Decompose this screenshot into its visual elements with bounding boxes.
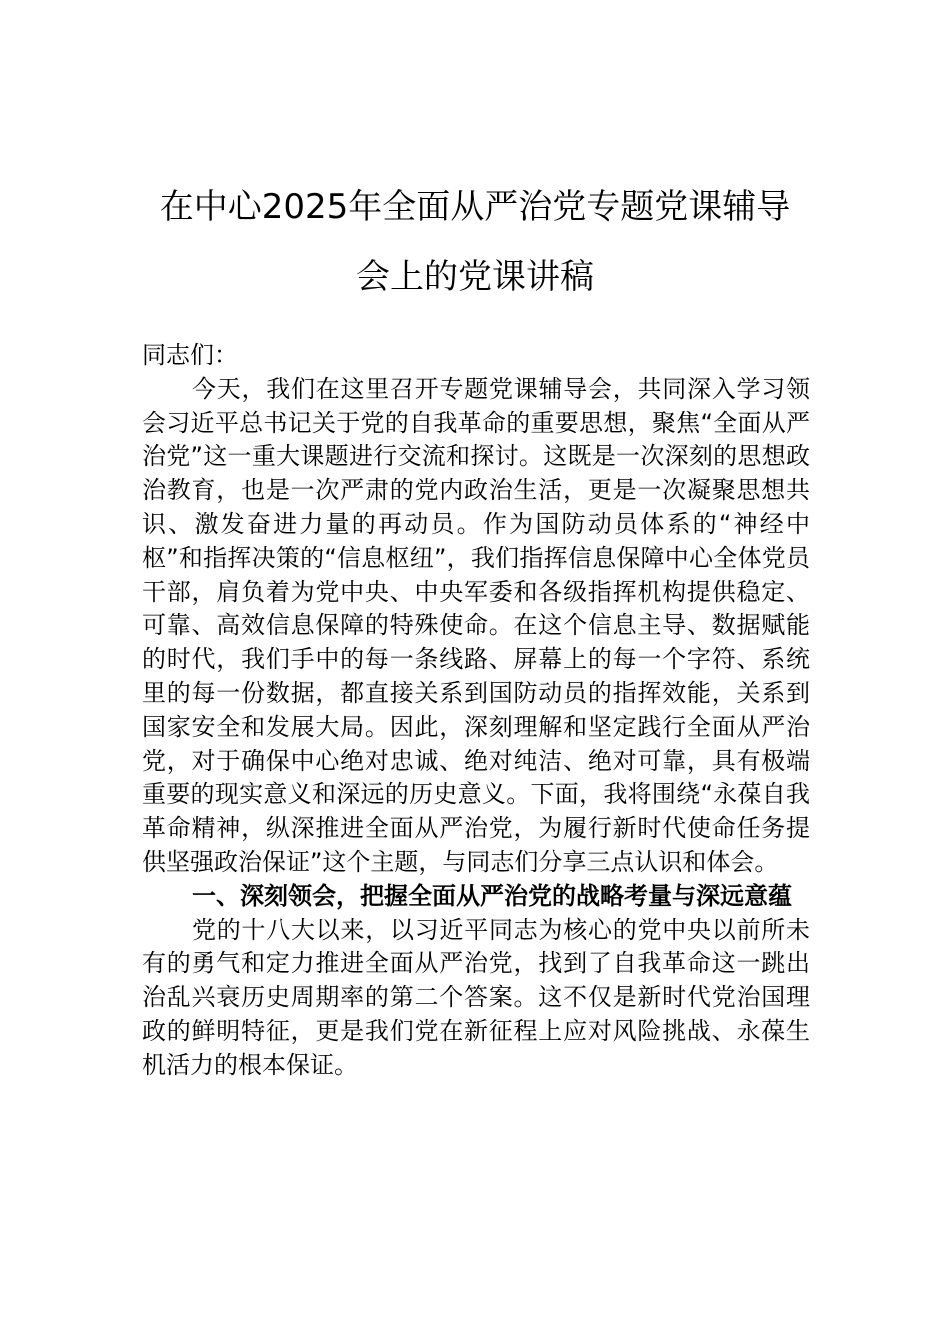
paragraph-section-1: 党的十八大以来，以习近平同志为核心的党中央以前所未有的勇气和定力推进全面从严治党，找到了自我革命这一跳出治乱兴衰历史周期率的第二个答案。这不仅是新时代党治国理政的鲜明特征，更是我们党在新征程上应对风险挑战、永葆生机活力的根本保证。	[142, 915, 810, 1079]
title-line-2: 会上的党课讲稿	[356, 257, 594, 297]
title-line-1: 在中心2025年全面从严治党专题党课辅导	[159, 187, 791, 227]
document-title	[120, 172, 830, 312]
salutation: 同志们：	[142, 341, 238, 369]
document-body	[142, 339, 810, 1083]
paragraph-intro: 今天，我们在这里召开专题党课辅导会，共同深入学习领会习近平总书记关于党的自我革命的重要思想，聚焦“全面从严治党”这一重大课题进行交流和探讨。这既是一次深刻的思想政治教育，也是一次严肃的党内政治生活，更是一次凝聚思想共识、激发奋进力量的再动员。作为国防动员体系的“神经中枢”和指挥决策的“信息枢纽”，我们指挥信息保障中心全体党员干部，肩负着为党中央、中央军委和各级指挥机构提供稳定、可靠、高效信息保障的特殊使命。在这个信息主导、数据赋能的时代，我们手中的每一条线路、屏幕上的每一个字符、系统里的每一份数据，都直接关系到国防动员的指挥效能，关系到国家安全和发展大局。因此，深刻理解和坚定践行全面从严治党，对于确保中心绝对忠诚、绝对纯洁、绝对可靠，具有极端重要的现实意义和深远的历史意义。下面，我将围绕“永葆自我革命精神，纵深推进全面从严治党，为履行新时代使命任务提供坚强政治保证”这个主题，与同志们分享三点认识和体会。	[142, 374, 810, 876]
section-heading-1: 一、深刻领会，把握全面从严治党的战略考量与深远意蕴	[192, 881, 792, 910]
